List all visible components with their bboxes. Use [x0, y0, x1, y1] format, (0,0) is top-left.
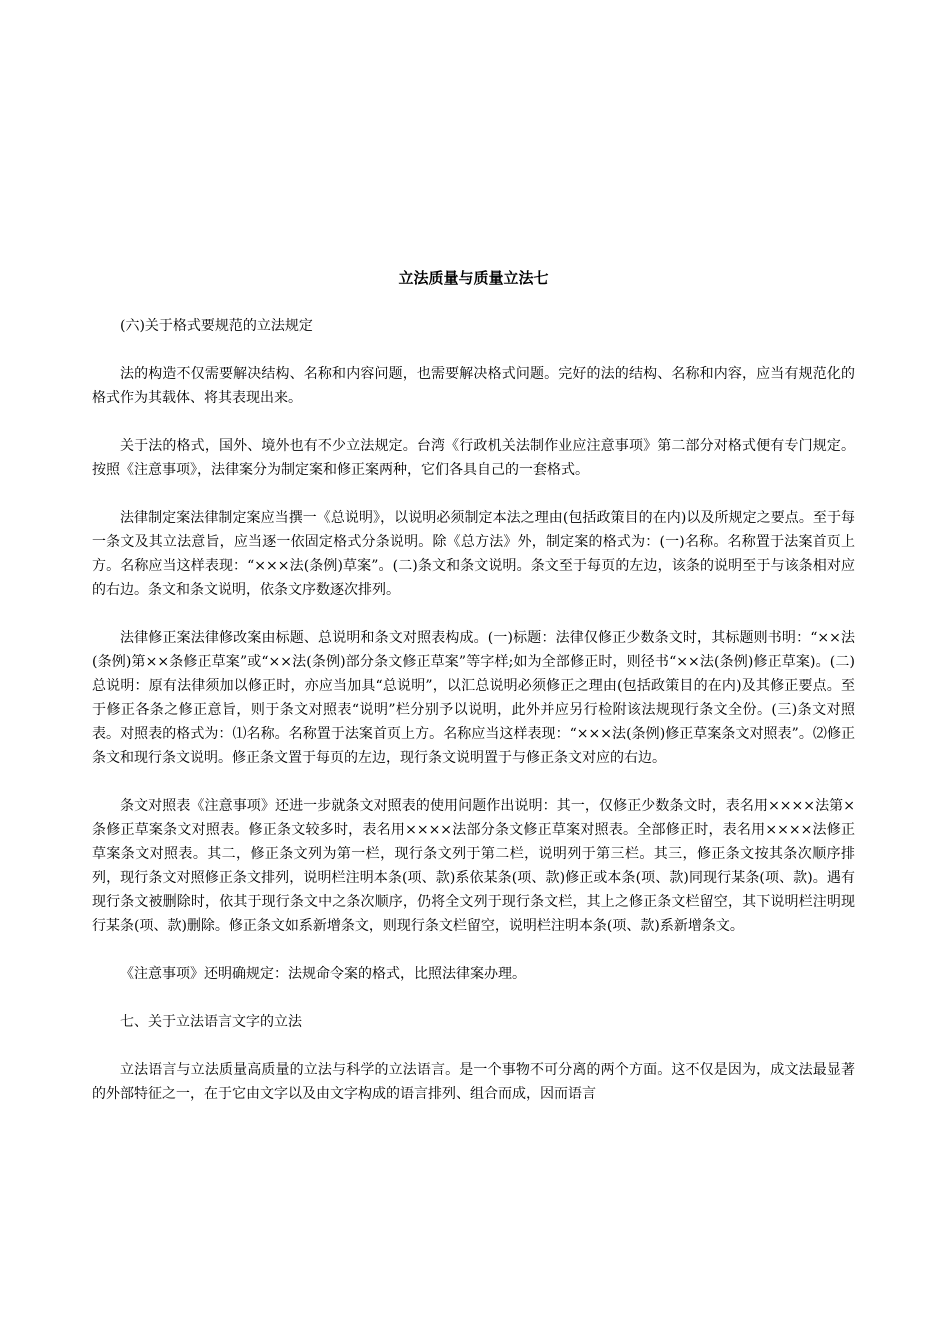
document-title: 立法质量与质量立法七	[398, 269, 549, 287]
paragraph-format-intro: 法的构造不仅需要解决结构、名称和内容问题，也需要解决格式问题。完好的法的结构、名称和内容，应当有规范化的格式作为其载体、将其表现出来。	[92, 366, 855, 406]
paragraph-foreign-rules: 关于法的格式，国外、境外也有不少立法规定。台湾《行政机关法制作业应注意事项》第二部分对格式便有专门规定。按照《注意事项》，法律案分为制定案和修正案两种，它们各具自己的一套格式。	[92, 438, 855, 478]
paragraph-regulation-orders: 《注意事项》还明确规定：法规命令案的格式，比照法律案办理。	[120, 966, 526, 982]
paragraph-comparison-table: 条文对照表《注意事项》还进一步就条文对照表的使用问题作出说明：其一，仅修正少数条文时，表名用××××法第×条修正草案条文对照表。修正条文较多时，表名用××××法部分条文修正草案对照表。全部修正时，表名用××××法修正草案条文对照表。其二，修正条文列为第一栏，现行条文列于第二栏，说明列于第三栏。其三，修正条文按其条次顺序排列，现行条文对照修正条文排列，说明栏注明本条(项、款)系依某条(项、款)修正或本条(项、款)同现行某条(项、款)。遇有现行条文被删除时，依其于现行条文中之条次顺序，仍将全文列于现行条文栏，其上之修正条文栏留空，其下说明栏注明现行某条(项、款)删除。修正条文如系新增条文，则现行条文栏留空，说明栏注明本条(项、款)系新增条文。	[92, 798, 855, 934]
paragraph-enactment-draft: 法律制定案法律制定案应当撰一《总说明》，以说明必须制定本法之理由(包括政策目的在内)以及所规定之要点。至于每一条文及其立法意旨，应当逐一依固定格式分条说明。除《总方法》外，制定案的格式为：(一)名称。名称置于法案首页上方。名称应当这样表现：“×××法(条例)草案”。(二)条文和条文说明。条文至于每页的左边，该条的说明至于与该条相对应的右边。条文和条文说明，依条文序数逐次排列。	[92, 510, 855, 598]
paragraph-format-heading: (六)关于格式要规范的立法规定	[120, 318, 313, 334]
paragraph-amendment-draft: 法律修正案法律修改案由标题、总说明和条文对照表构成。(一)标题：法律仅修正少数条文时，其标题则书明：“××法(条例)第××条修正草案”或“××法(条例)部分条文修正草案”等字样;如为全部修正时，则径书“××法(条例)修正草案)。(二)总说明：原有法律须加以修正时，亦应当加具“总说明”，以汇总说明必须修正之理由(包括政策目的在内)及其修正要点。至于修正各条之修正意旨，则于条文对照表“说明”栏分别予以说明，此外并应另行检附该法规现行条文全份。(三)条文对照表。对照表的格式为：⑴名称。名称置于法案首页上方。名称应当这样表现：“×××法(条例)修正草案条文对照表”。⑵修正条文和现行条文说明。修正条文置于每页的左边，现行条文说明置于与修正条文对应的右边。	[92, 630, 855, 766]
paragraph-language-intro: 立法语言与立法质量高质量的立法与科学的立法语言。是一个事物不可分离的两个方面。这不仅是因为，成文法最显著的外部特征之一，在于它由文字以及由文字构成的语言排列、组合而成，因而语言	[92, 1062, 855, 1102]
document-page	[92, 266, 855, 1130]
paragraph-language-heading: 七、关于立法语言文字的立法	[120, 1014, 302, 1030]
